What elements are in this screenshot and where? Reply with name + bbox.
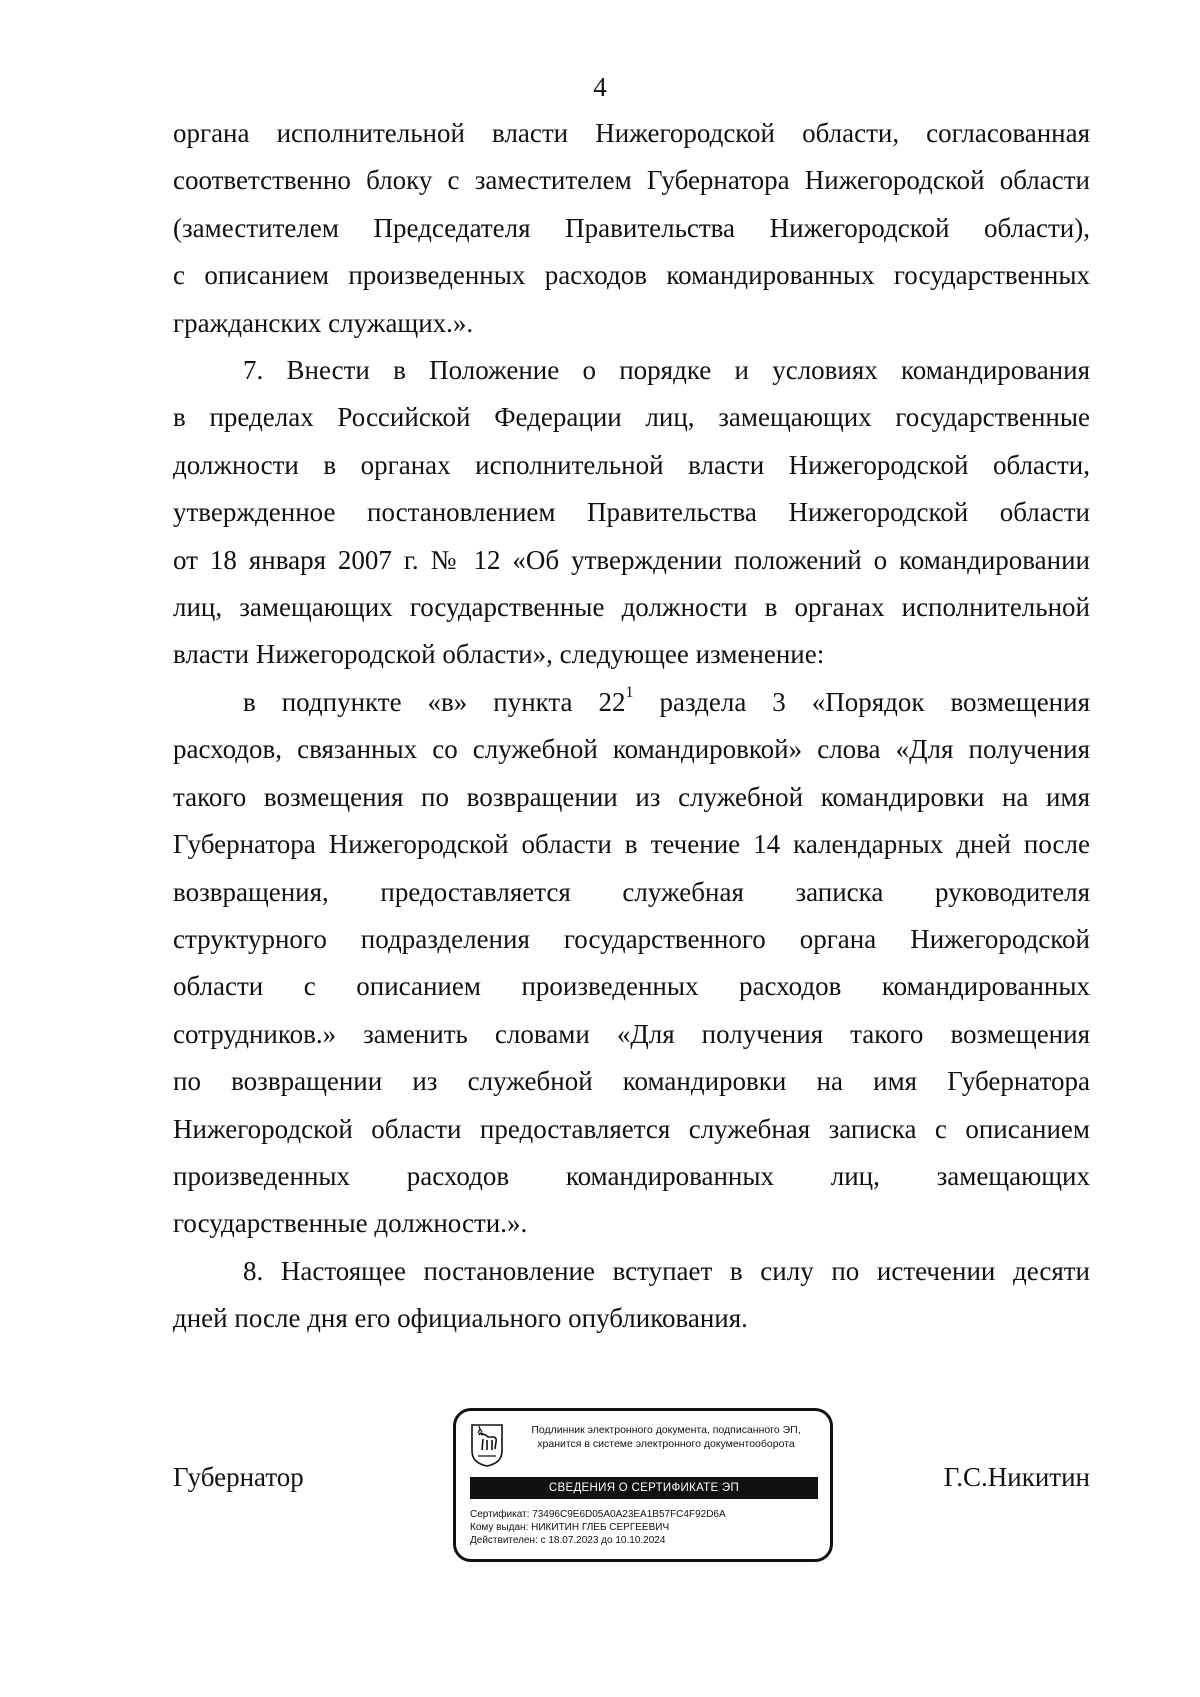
paragraph-line: власти Нижегородской области», следующее изменение: — [173, 639, 825, 670]
paragraph-line: по возвращении из служебной командировки на имя Губернатора — [173, 1066, 1090, 1097]
document-body — [173, 110, 1090, 1343]
certificate-value: 73496C9E6D05A0A23EA1B57FC4F92D6A — [532, 1509, 726, 1520]
paragraph-line: соответственно блоку с заместителем Губернатора Нижегородской области — [173, 165, 1090, 196]
paragraph-line: утвержденное постановлением Правительства Нижегородской области — [173, 497, 1090, 528]
certificate-label: Сертификат: — [470, 1509, 530, 1520]
paragraph-line: расходов, связанных со служебной командировкой» слова «Для получения — [173, 734, 1090, 765]
paragraph-line: Губернатора Нижегородской области в течение 14 календарных дней после — [173, 829, 1090, 860]
owner-row — [470, 1521, 820, 1534]
stamp-header — [506, 1423, 826, 1451]
paragraph-line: (заместителем Председателя Правительства Нижегородской области), — [173, 212, 1090, 243]
stamp-header-line: Подлинник электронного документа, подписанного ЭП, — [531, 1424, 801, 1436]
page-number: 4 — [593, 72, 607, 102]
electronic-signature-stamp — [453, 1408, 833, 1562]
paragraph-line: от 18 января 2007 г. № 12 «Об утверждении положений о командировании — [173, 544, 1090, 575]
paragraph-line: произведенных расходов командированных лиц, замещающих — [173, 1160, 1090, 1191]
paragraph-line: гражданских служащих.». — [173, 307, 474, 338]
paragraph-line: в пределах Российской Федерации лиц, замещающих государственные — [173, 402, 1090, 433]
paragraph-line: Нижегородской области предоставляется служебная записка с описанием — [173, 1113, 1090, 1144]
paragraph-text: раздела 3 «Порядок возмещения — [633, 686, 1090, 717]
validity-label: Действителен: — [470, 1535, 538, 1546]
signatory-name: Г.С.Никитин — [943, 1462, 1090, 1492]
paragraph-line: 7. Внести в Положение о порядке и условиях командирования — [243, 355, 1090, 386]
certificate-row — [470, 1508, 820, 1521]
paragraph-line: такого возмещения по возвращении из служебной командировки на имя — [173, 781, 1090, 812]
paragraph-line: возвращения, предоставляется служебная записка руководителя — [173, 876, 1090, 907]
paragraph-text: в подпункте «в» пункта 22 — [243, 686, 626, 717]
validity-value: с 18.07.2023 до 10.10.2024 — [540, 1535, 666, 1546]
stamp-header-line: хранится в системе электронного документооборота — [537, 1438, 795, 1450]
paragraph-line: дней после дня его официального опубликования. — [173, 1303, 748, 1334]
signatory-position: Губернатор — [173, 1462, 304, 1492]
paragraph-line: лиц, замещающих государственные должности в органах исполнительной — [173, 592, 1090, 623]
paragraph-line — [173, 679, 1090, 726]
validity-row — [470, 1534, 820, 1547]
paragraph-line: области с описанием произведенных расходов командированных — [173, 971, 1090, 1002]
paragraph-line: 8. Настоящее постановление вступает в силу по истечении десяти — [243, 1255, 1090, 1286]
paragraph-line: органа исполнительной власти Нижегородской области, согласованная — [173, 118, 1090, 148]
stamp-certificate-bar: СВЕДЕНИЯ О СЕРТИФИКАТЕ ЭП — [470, 1477, 818, 1499]
paragraph-line: государственные должности.». — [173, 1208, 528, 1239]
paragraph-line: с описанием произведенных расходов командированных государственных — [173, 260, 1090, 291]
stamp-details — [470, 1508, 820, 1547]
paragraph-line: сотрудников.» заменить словами «Для получения такого возмещения — [173, 1018, 1090, 1049]
superscript: 1 — [625, 683, 634, 701]
owner-label: Кому выдан: — [470, 1522, 529, 1533]
paragraph-line: структурного подразделения государственного органа Нижегородской — [173, 923, 1090, 954]
owner-value: НИКИТИН ГЛЕБ СЕРГЕЕВИЧ — [531, 1522, 670, 1533]
paragraph-line: должности в органах исполнительной власти Нижегородской области, — [173, 449, 1090, 480]
deer-emblem-icon — [470, 1423, 504, 1467]
